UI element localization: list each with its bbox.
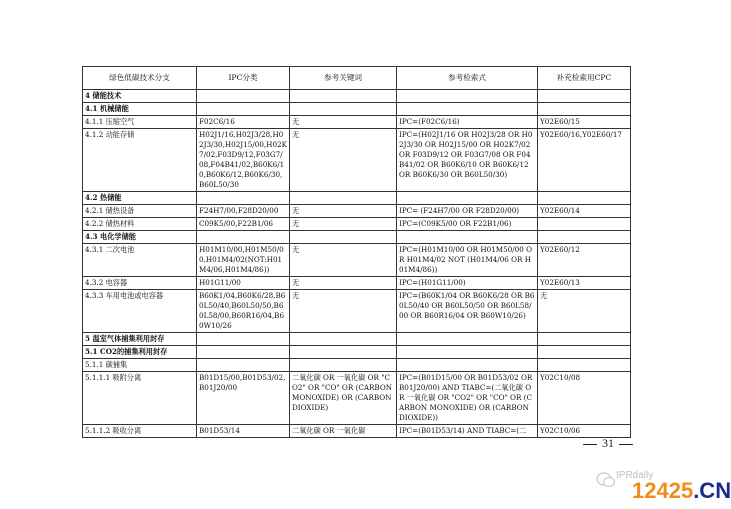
table-cell: Y02E60/13 (538, 277, 631, 290)
table-cell: 4.2.2 储热材料 (83, 218, 197, 231)
empty-cell (197, 103, 290, 116)
empty-cell (538, 103, 631, 116)
empty-cell (290, 90, 397, 103)
empty-cell (197, 359, 290, 372)
table-cell: 无 (290, 205, 397, 218)
section-label: 5.1 CO2的捕集利用封存 (83, 346, 197, 359)
table-header-row (83, 67, 631, 90)
section-row (83, 103, 631, 116)
table-cell: 无 (290, 290, 397, 333)
table-cell: 无 (290, 277, 397, 290)
section-label: 5 温室气体捕集利用封存 (83, 333, 197, 346)
table-cell: 二氧化碳 OR 一氧化碳 OR "CO2" OR "CO" OR (CARBON MONOXIDE) OR (CARBON DIOXIDE) (290, 372, 397, 425)
table-cell: IPC= (F24H7/00 OR F28D20/00) (397, 205, 538, 218)
table-row (83, 218, 631, 231)
table-row (83, 205, 631, 218)
empty-cell (197, 90, 290, 103)
empty-cell (290, 192, 397, 205)
empty-cell (290, 103, 397, 116)
section-label: 4.1 机械储能 (83, 103, 197, 116)
empty-cell (538, 359, 631, 372)
table-row (83, 129, 631, 192)
section-row (83, 333, 631, 346)
table-cell: 5.1.1.2 吸收分离 (83, 425, 197, 438)
empty-cell (538, 192, 631, 205)
section-label: 5.1.1 碳捕集 (83, 359, 197, 372)
empty-cell (397, 231, 538, 244)
table-cell: Y02C10/08 (538, 372, 631, 425)
table-cell: B60K1/04,B60K6/28,B60L50/40,B60L50/50,B60L58/00,B60R16/04,B60W10/26 (197, 290, 290, 333)
empty-cell (397, 346, 538, 359)
table-row (83, 116, 631, 129)
empty-cell (290, 231, 397, 244)
column-header: IPC分类 (197, 67, 290, 90)
empty-cell (397, 103, 538, 116)
empty-cell (538, 346, 631, 359)
table-cell: Y02E60/14 (538, 205, 631, 218)
empty-cell (290, 346, 397, 359)
subsection-row (83, 359, 631, 372)
empty-cell (197, 192, 290, 205)
table-cell: Y02E60/15 (538, 116, 631, 129)
table-cell: IPC=(H01G11/00) (397, 277, 538, 290)
table-cell: B01D53/14 (197, 425, 290, 438)
table-cell: IPC=(C09K5/00 OR F22B1/06) (397, 218, 538, 231)
table-cell: IPC=(H02J1/16 OR H02J3/28 OR H02J3/30 OR H02J15/00 OR H02K7/02 OR F03D9/12 OR F03G7/08 OR F04B41/02 OR B60K6/10 OR B60K6/12 OR B60K6/30 OR B60L50/30) (397, 129, 538, 192)
column-header: 参考关键词 (290, 67, 397, 90)
table-cell: H02J1/16,H02J3/28,H02J3/30,H02J15/00,H02K7/02,F03D9/12,F03G7/08,F04B41/02,B60K6/10,B60K6/12,B60K6/30,B60L50/30 (197, 129, 290, 192)
empty-cell (197, 346, 290, 359)
table-row (83, 372, 631, 425)
empty-cell (197, 333, 290, 346)
table-cell: B01D15/00,B01D53/02,B01J20/00 (197, 372, 290, 425)
section-row (83, 231, 631, 244)
table-cell: IPC=(F02C6/16) (397, 116, 538, 129)
table-cell: 5.1.1.1 吸附分离 (83, 372, 197, 425)
section-row (83, 346, 631, 359)
table-cell: 无 (290, 244, 397, 277)
site-logo: 12425.CN (632, 478, 731, 503)
section-row (83, 192, 631, 205)
watermark-text: IPRdaily (616, 470, 654, 481)
empty-cell (538, 333, 631, 346)
table-cell: 无 (290, 218, 397, 231)
empty-cell (397, 192, 538, 205)
column-header: 参考检索式 (397, 67, 538, 90)
table-cell: Y02E60/12 (538, 244, 631, 277)
section-row (83, 90, 631, 103)
table-cell: 4.1.2 动能存储 (83, 129, 197, 192)
table-body (83, 90, 631, 438)
table-cell: 二氧化碳 OR 一氧化碳 (290, 425, 397, 438)
table-cell: 无 (538, 290, 631, 333)
table-row (83, 290, 631, 333)
empty-cell (397, 333, 538, 346)
table-cell (538, 218, 631, 231)
table-cell: 无 (290, 116, 397, 129)
empty-cell (397, 359, 538, 372)
table-cell: IPC=(H01M10/00 OR H01M50/00 OR H01M4/02 NOT (H01M4/06 OR H01M4/86)) (397, 244, 538, 277)
section-label: 4 储能技术 (83, 90, 197, 103)
classification-table (82, 66, 631, 438)
empty-cell (538, 231, 631, 244)
empty-cell (538, 90, 631, 103)
table-row (83, 425, 631, 438)
table-cell: C09K5/00,F22B1/06 (197, 218, 290, 231)
table-cell: 4.2.1 储热设备 (83, 205, 197, 218)
table-cell: 4.1.1 压缩空气 (83, 116, 197, 129)
table-cell: 4.3.3 车用电池或电容器 (83, 290, 197, 333)
page-number: 31 (578, 436, 638, 451)
column-header: 绿色低碳技术分支 (83, 67, 197, 90)
table-cell: H01G11/00 (197, 277, 290, 290)
section-label: 4.3 电化学储能 (83, 231, 197, 244)
table-row (83, 244, 631, 277)
table-cell: IPC=(B01D15/00 OR B01D53/02 OR B01J20/00) AND TIABC=(二氧化碳 OR 一氧化碳 OR "CO2" OR "CO" OR (CARBON MONOXIDE) OR (CARBON DIOXIDE)) (397, 372, 538, 425)
table-cell: IPC=(B60K1/04 OR B60K6/28 OR B60L50/40 OR B60L50/50 OR B60L58/00 OR B60R16/04 OR B60W10/26) (397, 290, 538, 333)
table-cell: Y02C10/06 (538, 425, 631, 438)
table-cell: H01M10/00,H01M50/00,H01M4/02(NOT:H01M4/06,H01M4/86)) (197, 244, 290, 277)
table-cell: F02C6/16 (197, 116, 290, 129)
empty-cell (290, 359, 397, 372)
table-row (83, 277, 631, 290)
table-cell: 4.3.1 二次电池 (83, 244, 197, 277)
empty-cell (397, 90, 538, 103)
table-cell: IPC=(B01D53/14) AND TIABC=(二 (397, 425, 538, 438)
table-cell: F24H7/00,F28D20/00 (197, 205, 290, 218)
table-cell: 无 (290, 129, 397, 192)
wechat-icon (596, 471, 616, 489)
column-header: 补充检索用CPC (538, 67, 631, 90)
table-cell: Y02E60/16,Y02E60/17 (538, 129, 631, 192)
empty-cell (197, 231, 290, 244)
section-label: 4.2 热储能 (83, 192, 197, 205)
table-cell: 4.3.2 电容器 (83, 277, 197, 290)
empty-cell (290, 333, 397, 346)
